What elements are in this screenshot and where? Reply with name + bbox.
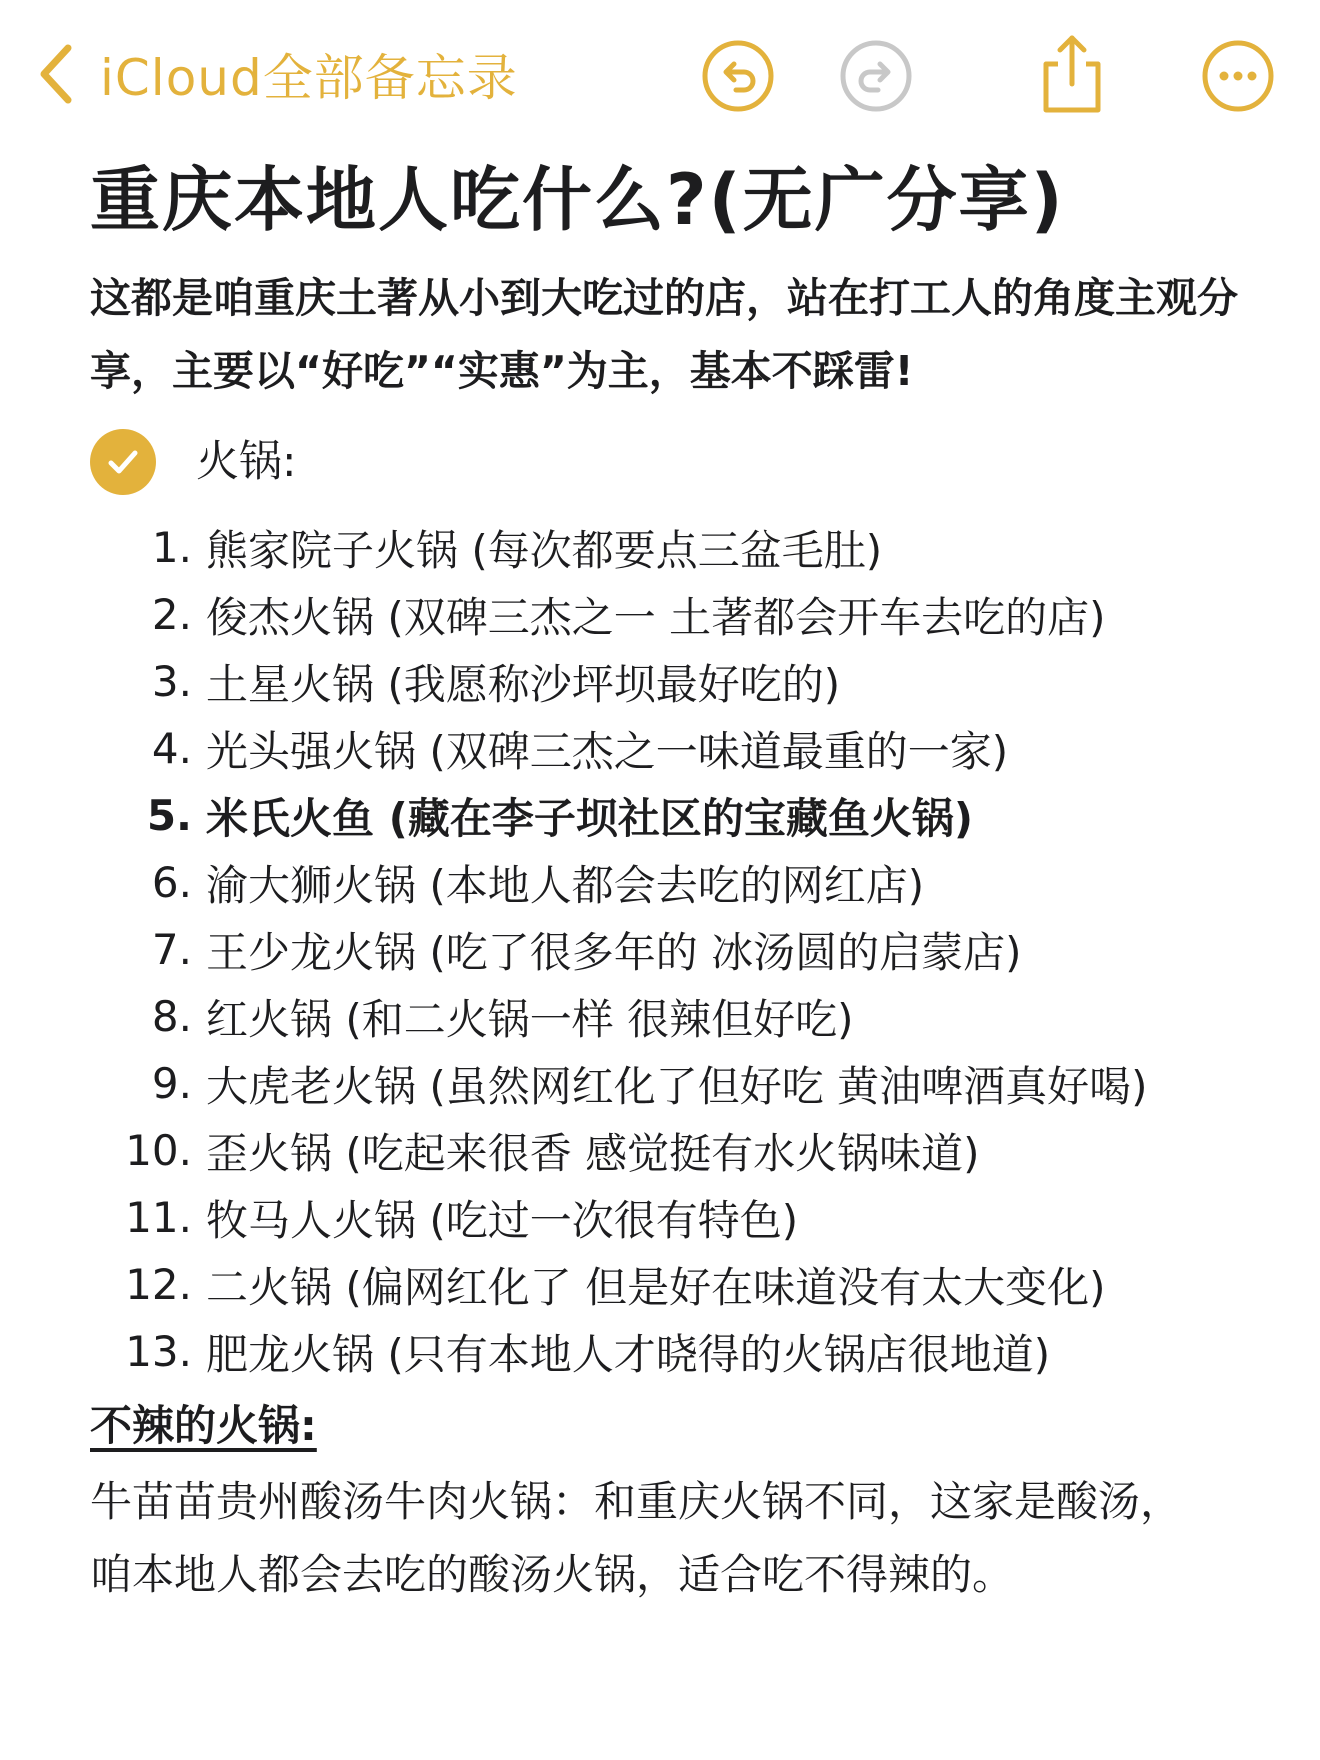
- share-icon: [1032, 32, 1112, 116]
- chevron-left-icon: [36, 42, 76, 106]
- list-text: 土星火锅 (我愿称沙坪坝最好吃的): [206, 659, 841, 709]
- list-number: 12.: [125, 1260, 192, 1309]
- list-item: [90, 1184, 1270, 1251]
- checklist-label: 火锅:: [196, 437, 297, 487]
- list-text: 渝大狮火锅 (本地人都会去吃的网红店): [206, 860, 925, 910]
- list-number: 7.: [151, 925, 192, 974]
- list-number: 1.: [151, 523, 192, 572]
- list-text: 大虎老火锅 (虽然网红化了但好吃 黄油啤酒真好喝): [206, 1061, 1148, 1111]
- list-text: 熊家院子火锅 (每次都要点三盆毛肚): [206, 525, 883, 575]
- nav-bar: [0, 0, 1320, 150]
- more-icon: [1200, 38, 1276, 114]
- list-number: 13.: [125, 1327, 192, 1376]
- checklist-item: [90, 424, 1270, 500]
- list-number: 3.: [151, 657, 192, 706]
- list-item: [90, 715, 1270, 782]
- note-paragraph: 牛苗苗贵州酸汤牛肉火锅：和重庆火锅不同，这家是酸汤，咱本地人都会去吃的酸汤火锅，适合吃不得辣的。: [90, 1477, 1183, 1599]
- list-text: 红火锅 (和二火锅一样 很辣但好吃): [206, 994, 854, 1044]
- back-label: iCloud全部备忘录: [100, 49, 518, 107]
- list-item: [90, 1251, 1270, 1318]
- list-number: 6.: [151, 858, 192, 907]
- list-item: [90, 514, 1270, 581]
- list-text: 俊杰火锅 (双碑三杰之一 土著都会开车去吃的店): [206, 592, 1106, 642]
- list-number: 8.: [151, 992, 192, 1041]
- list-number: 11.: [125, 1193, 192, 1242]
- note-body[interactable]: [90, 150, 1270, 1611]
- list-item: [90, 849, 1270, 916]
- list-text: 牧马人火锅 (吃过一次很有特色): [206, 1195, 799, 1245]
- list-item: [90, 648, 1270, 715]
- list-item: [90, 1050, 1270, 1117]
- note-intro: 这都是咱重庆土著从小到大吃过的店，站在打工人的角度主观分享，主要以“好吃”“实惠”为主，基本不踩雷!: [90, 274, 1238, 395]
- redo-button[interactable]: [838, 38, 914, 114]
- checkbox-checked[interactable]: [90, 429, 156, 495]
- list-item: [90, 782, 1270, 849]
- back-button[interactable]: [36, 42, 518, 106]
- list-text: 二火锅 (偏网红化了 但是好在味道没有太大变化): [206, 1262, 1106, 1312]
- list-number: 10.: [125, 1126, 192, 1175]
- share-button[interactable]: [1032, 32, 1112, 116]
- redo-icon: [838, 38, 914, 114]
- undo-icon: [700, 38, 776, 114]
- list-text: 王少龙火锅 (吃了很多年的 冰汤圆的启蒙店): [206, 927, 1022, 977]
- list-item: [90, 916, 1270, 983]
- list-number: 2.: [151, 590, 192, 639]
- list-text: 光头强火锅 (双碑三杰之一味道最重的一家): [206, 726, 1009, 776]
- list-item: [90, 983, 1270, 1050]
- section-heading: 不辣的火锅:: [90, 1401, 317, 1450]
- list-number: 4.: [151, 724, 192, 773]
- checkmark-icon: [104, 443, 142, 481]
- more-button[interactable]: [1200, 38, 1276, 114]
- list-number: 5.: [146, 791, 192, 840]
- list-text: 肥龙火锅 (只有本地人才晓得的火锅店很地道): [206, 1329, 1051, 1379]
- list-number: 9.: [151, 1059, 192, 1108]
- hotpot-list: [90, 514, 1270, 1385]
- list-text: 歪火锅 (吃起来很香 感觉挺有水火锅味道): [206, 1128, 980, 1178]
- list-text: 米氏火鱼 (藏在李子坝社区的宝藏鱼火锅): [206, 793, 974, 843]
- list-item: [90, 581, 1270, 648]
- undo-button[interactable]: [700, 38, 776, 114]
- list-item: [90, 1117, 1270, 1184]
- note-title: 重庆本地人吃什么?(无广分享): [90, 159, 1065, 241]
- list-item: [90, 1318, 1270, 1385]
